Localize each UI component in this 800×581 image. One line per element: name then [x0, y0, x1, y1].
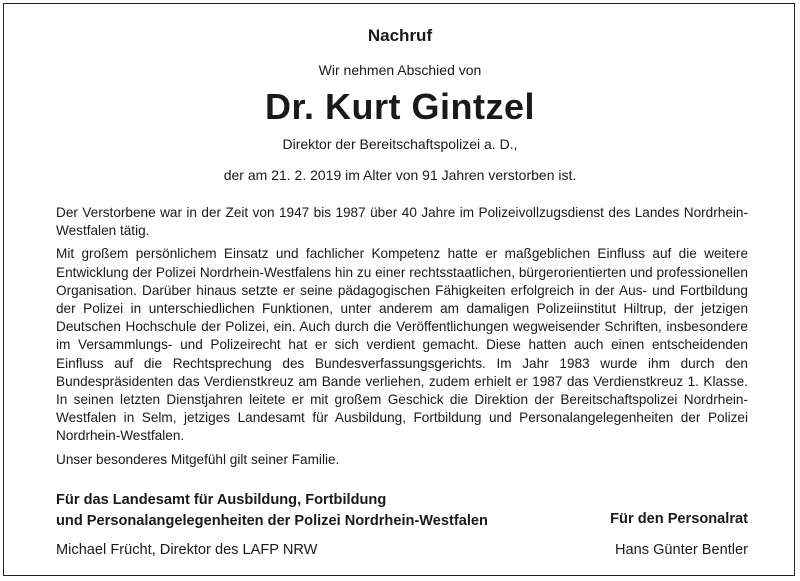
signatory-organization-line2: und Personalangelegenheiten der Polizei Nordrhein-Westfalen [56, 513, 488, 529]
deceased-role: Direktor der Bereitschaftspolizei a. D., [282, 136, 518, 152]
staff-council-person: Hans Günter Bentler [614, 542, 748, 558]
paragraph-career: Der Verstorbene war in der Zeit von 1947 bis 1987 über 40 Jahre im Polizeivollzugsdienst des Landes Nordrhein-Westfalen tätig. [56, 205, 748, 239]
signatory-organization [56, 490, 488, 532]
deceased-name: Dr. Kurt Gintzel [264, 86, 536, 127]
paragraph-condolence: Unser besonderes Mitgefühl gilt seiner Familie. [56, 451, 340, 467]
signatory-person: Michael Frücht, Direktor des LAFP NRW [56, 542, 318, 558]
obituary-body [56, 204, 748, 474]
death-line: der am 21. 2. 2019 im Alter von 91 Jahren verstorben ist. [223, 167, 577, 183]
signatory-organization-line1: Für das Landesamt für Ausbildung, Fortbildung [56, 492, 387, 508]
notice-label: Nachruf [367, 26, 433, 45]
paragraph-achievements: Mit großem persönlichem Einsatz und fachlicher Kompetenz hatte er maßgeblichen Einfluss auf die weitere Entwicklung der Polizei Nordrhein-Westfalens hin zu einer rechtsstaatlichen, bürgerorientierten und professionellen Organisation. Darüber hinaus setzte er seine pädagogischen Fähigkeiten erfolgreich in der Aus- und Fortbildung der Polizei in unterschiedlichen Funktionen, unter anderem am damaligen Polizeiinstitut Hiltrup, der jetzigen Deutschen Hochschule der Polizei, ein. Auch durch die Veröffentlichungen wegweisender Schriften, insbesondere im Versammlungs- und Polizeirecht hat er sich verdient gemacht. Diese hatten auch einen entscheidenden Einfluss auf die Rechtsprechung des Bundesverfassungsgerichts. Im Jahr 1983 wurde ihm durch den Bundespräsidenten das Verdienstkreuz am Bande verliehen, zudem erhielt er 1987 das Verdienstkreuz 1. Klasse. In seinen letzten Dienstjahren leitete er mit großem Geschick die Direktion der Bereitschaftspolizei Nordrhein-Westfalen in Selm, jetziges Landesamt für Ausbildung, Fortbildung und Personalangelegenheiten der Polizei Nordrhein-Westfalen. [56, 246, 748, 444]
staff-council-label: Für den Personalrat [610, 511, 748, 527]
intro-line: Wir nehmen Abschied von [318, 62, 482, 78]
